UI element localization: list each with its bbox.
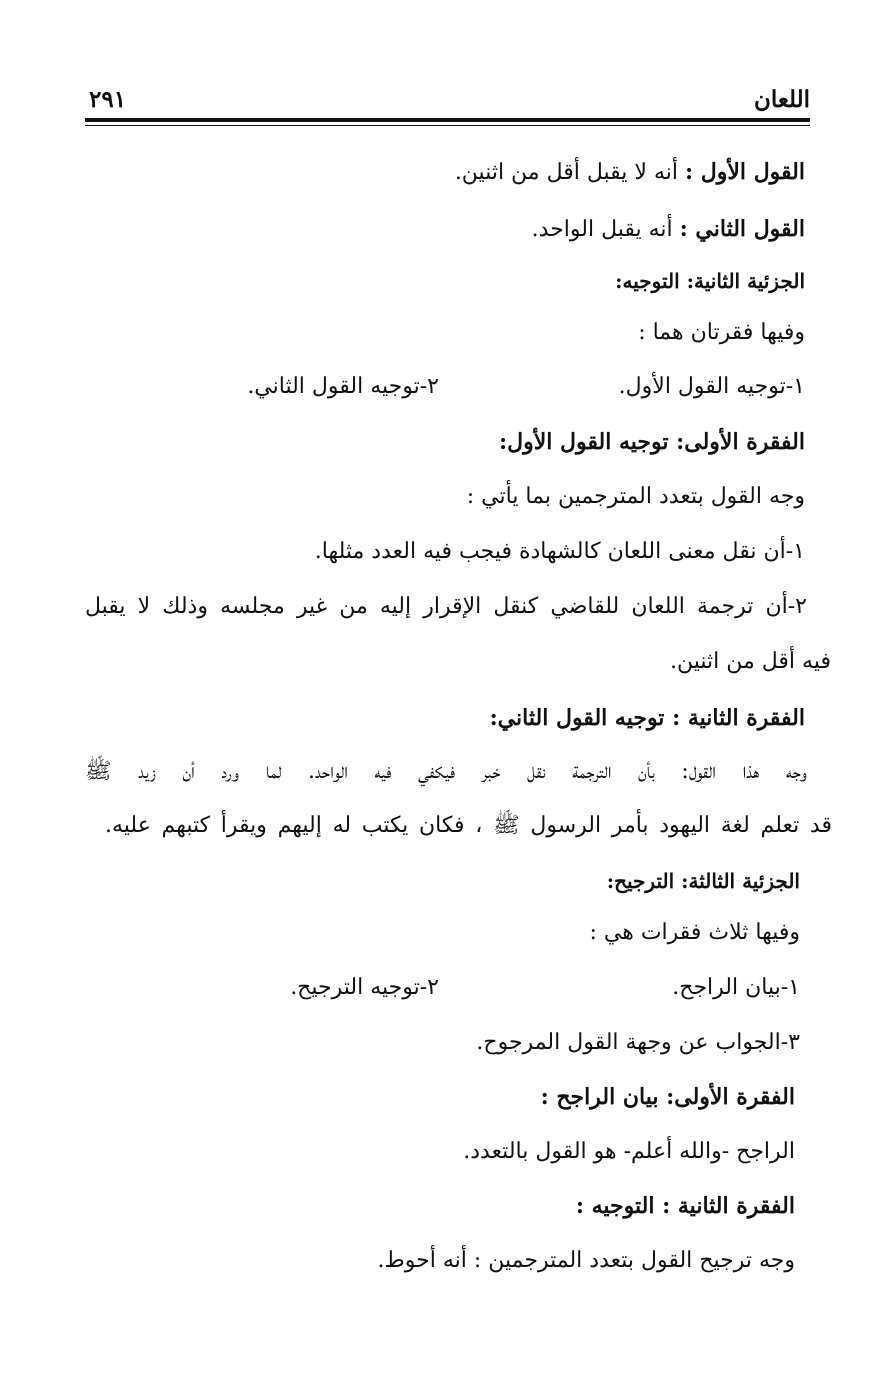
text-line: [638, 318, 805, 348]
line-heading: الجزئية الثانية: التوجيه:: [615, 269, 805, 293]
list-item-label: ١-توجيه القول الأول.: [618, 374, 805, 399]
list-item-label: ٢-توجيه الترجيح.: [290, 975, 439, 1000]
page-header: [85, 86, 810, 118]
text-line: [670, 647, 831, 677]
line-text: وفيها فقرتان هما :: [638, 320, 805, 345]
text-line: [85, 592, 807, 622]
page-number: ٢٩١: [89, 86, 127, 113]
list-item: [290, 973, 439, 1003]
list-item: [672, 973, 800, 1003]
line-text: قد تعلم لغة اليهود بأمر الرسول ﷺ ، فكان يكتب له إليهم ويقرأ كتبهم عليه.: [105, 813, 832, 838]
text-line: [455, 157, 805, 188]
line-heading: الجزئية الثالثة: الترجيح:: [606, 869, 800, 893]
text-line: [463, 1137, 795, 1167]
line-heading: الفقرة الأولى: توجيه القول الأول:: [498, 429, 805, 455]
text-line: [589, 918, 800, 948]
list-item-label: ٣-الجواب عن وجهة القول المرجوح.: [476, 1030, 800, 1055]
line-text: وجه القول بتعدد المترجمين بما يأتي :: [466, 484, 805, 509]
list-item: [476, 1028, 800, 1058]
line-text: فيه أقل من اثنين.: [669, 649, 831, 674]
line-text: وجه ترجيح القول بتعدد المترجمين : أنه أحوط.: [377, 1248, 795, 1273]
section-heading: [615, 266, 805, 296]
text-line: [105, 811, 832, 841]
line-heading: القول الثاني :: [679, 216, 805, 242]
text-line: [315, 537, 805, 567]
text-line: [85, 757, 807, 787]
list-item: [247, 372, 439, 402]
line-text: وفيها ثلاث فقرات هي :: [589, 920, 800, 945]
list-item-label: ١-بيان الراجح.: [672, 975, 800, 1000]
header-rule-thick: [85, 118, 810, 122]
line-text: وجه هذا القول: بأن الترجمة نقل خبر فيكفي فيه الواحد. لما ورد أن زيد ﷺ: [85, 759, 807, 784]
line-text: أنه لا يقبل أقل من اثنين.: [454, 160, 685, 185]
subsection-heading: [490, 703, 805, 733]
text-line: [467, 482, 805, 512]
subsection-heading: [499, 427, 805, 457]
line-text: ٢-أن ترجمة اللعان للقاضي كنقل الإقرار إليه من غير مجلسه وذلك لا يقبل: [85, 594, 807, 619]
subsection-heading: [541, 1082, 795, 1112]
line-text: ١-أن نقل معنى اللعان كالشهادة فيجب فيه العدد مثلها.: [314, 539, 805, 564]
subsection-heading: [576, 1191, 795, 1221]
line-heading: الفقرة الأولى: بيان الراجح :: [540, 1084, 795, 1110]
line-heading: الفقرة الثانية : توجيه القول الثاني:: [489, 705, 805, 731]
line-heading: الفقرة الثانية : التوجيه :: [575, 1193, 795, 1219]
chapter-title: اللعان: [753, 86, 810, 113]
text-line: [532, 214, 805, 245]
line-text: أنه يقبل الواحد.: [531, 217, 680, 242]
line-text: الراجح -والله أعلم- هو القول بالتعدد.: [463, 1139, 795, 1164]
text-line: [377, 1246, 795, 1276]
header-rule-thin: [85, 125, 810, 126]
line-heading: القول الأول :: [684, 159, 805, 185]
section-heading: [607, 866, 800, 896]
list-item-label: ٢-توجيه القول الثاني.: [247, 374, 439, 399]
list-item: [619, 372, 805, 402]
